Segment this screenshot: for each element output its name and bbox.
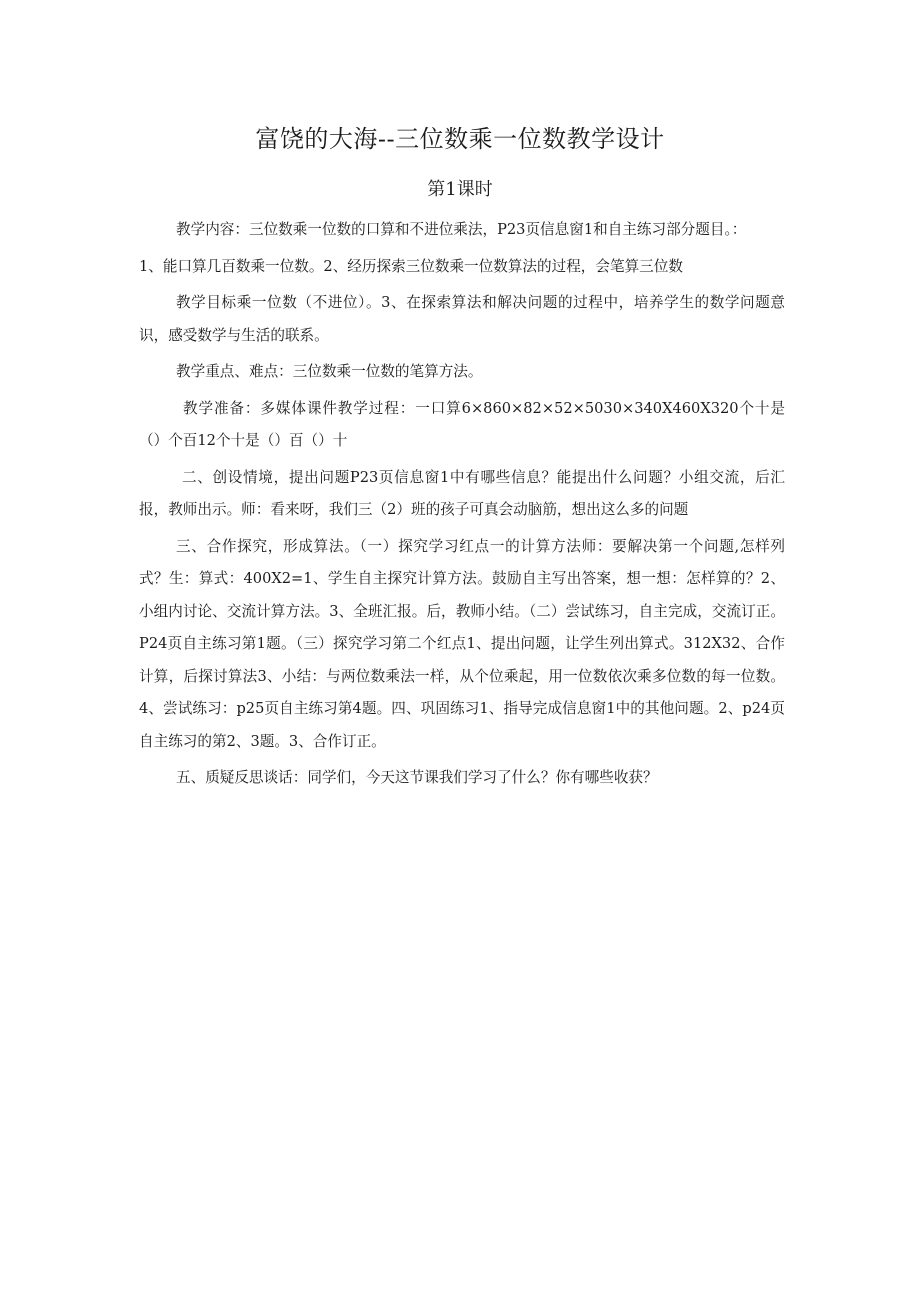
paragraph-situation: 二、创设情境，提出问题P23页信息窗1中有哪些信息？能提出什么问题？小组交流，后汇报，教师出示。师：看来呀，我们三（2）班的孩子可真会动脑筋，想出这么多的问题 (139, 468, 785, 518)
lesson-subtitle: 第1课时 (427, 179, 493, 200)
paragraph-reflection: 五、质疑反思谈话：同学们，今天这节课我们学习了什么？你有哪些收获？ (176, 769, 658, 786)
paragraph-objective-1: 1、能口算几百数乘一位数。2、经历探索三位数乘一位数算法的过程，会笔算三位数 (139, 257, 683, 275)
paragraph-preparation: 教学准备：多媒体课件教学过程：一口算6×860×82×52×5030×340X460X320个十是（）个百12个十是（）百（）十 (139, 399, 785, 449)
paragraph-teaching-content: 教学内容：三位数乘一位数的口算和不进位乘法，P23页信息窗1和自主练习部分题目。： (176, 221, 747, 238)
paragraph-objective-2: 教学目标乘一位数（不进位）。3、在探索算法和解决问题的过程中，培养学生的数学问题意识，感受数学与生活的联系。 (139, 294, 785, 344)
document-title: 富饶的大海--三位数乘一位数教学设计 (255, 125, 665, 153)
paragraph-exploration: 三、合作探究，形成算法。（一）探究学习红点一的计算方法师：要解决第一个问题,怎样列式？生：算式：400X2=1、学生自主探究计算方法。鼓励自主写出答案，想一想：怎样算的？2、小组内讨论、交流计算方法。3、全班汇报。后，教师小结。（二）尝试练习，自主完成，交流订正。P24页自主练习第1题。（三）探究学习第二个红点1、提出问题，让学生列出算式。312X32、合作计算，后探讨算法3、小结：与两位数乘法一样，从个位乘起，用一位数依次乘多位数的每一位数。4、尝试练习：p25页自主练习第4题。四、巩固练习1、指导完成信息窗1中的其他问题。2、p24页自主练习的第2、3题。3、合作订正。 (139, 537, 785, 750)
document-body (139, 214, 785, 799)
paragraph-key-points: 教学重点、难点：三位数乘一位数的笔算方法。 (176, 363, 483, 380)
